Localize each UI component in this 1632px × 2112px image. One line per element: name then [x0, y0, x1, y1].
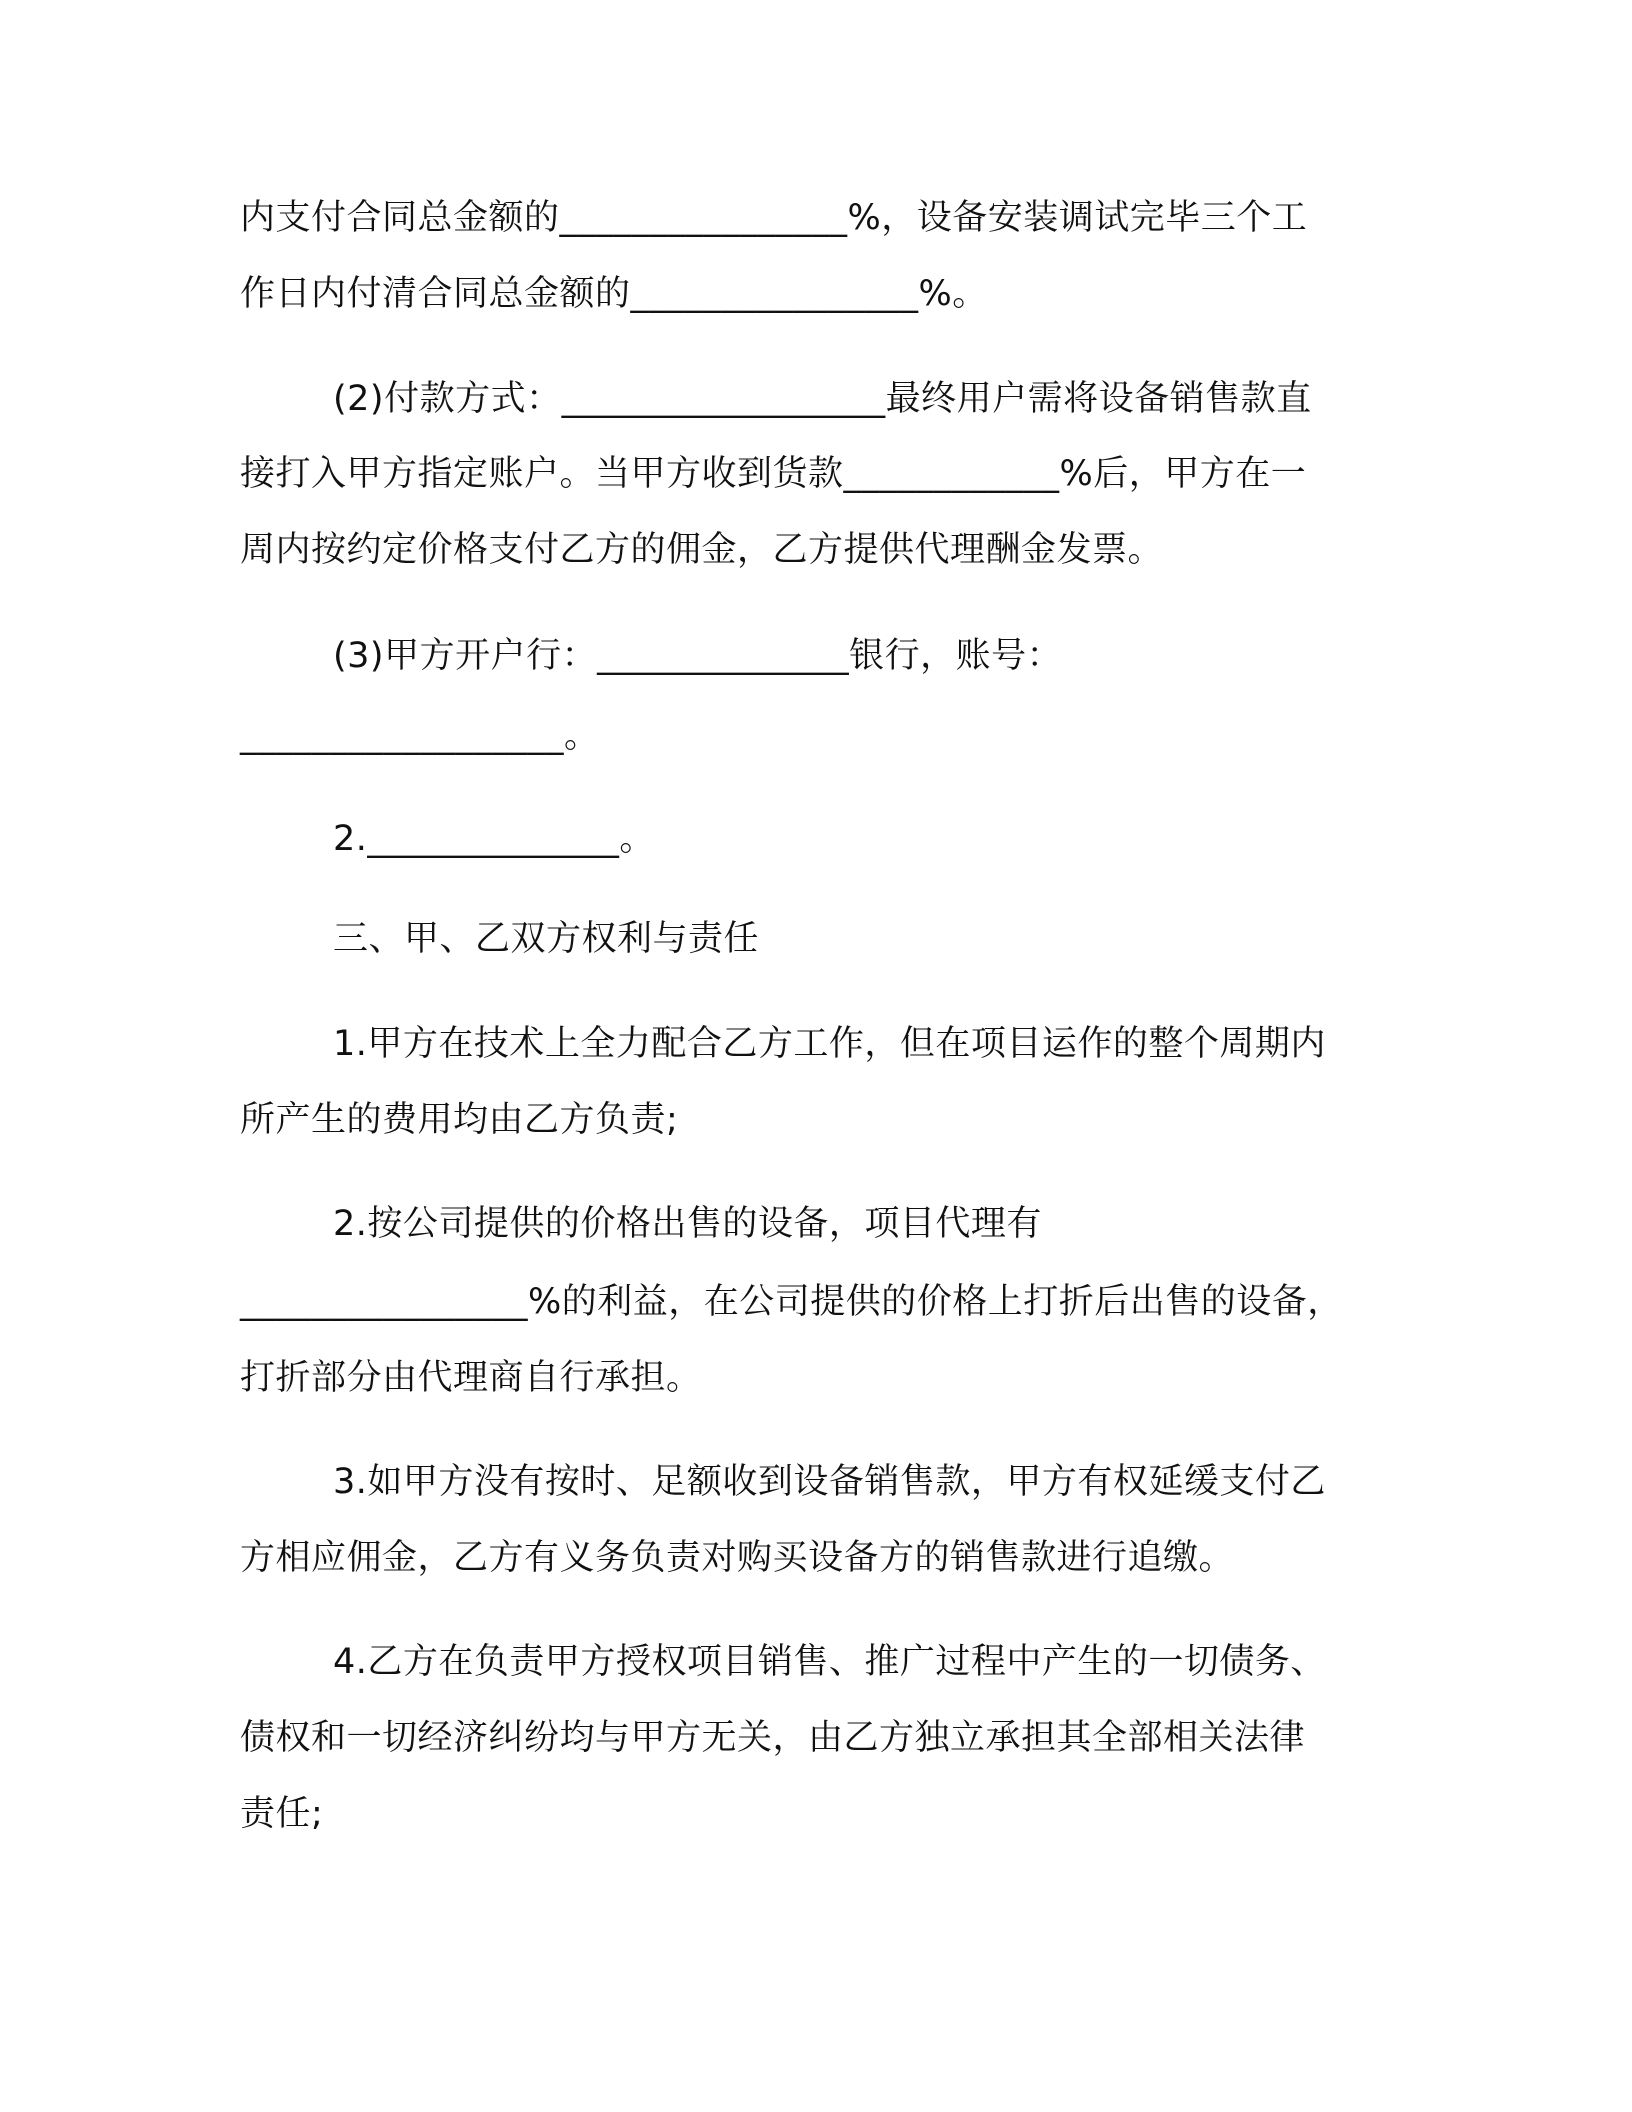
text-line: 责任; — [240, 1794, 324, 1834]
text-line: 2.按公司提供的价格出售的设备，项目代理有 — [333, 1204, 1042, 1244]
section-heading: 三、甲、乙双方权利与责任 — [333, 919, 760, 959]
text-line: 内支付合同总金额的________________%，设备安装调试完毕三个工 — [240, 198, 1308, 238]
text-line: 所产生的费用均由乙方负责; — [240, 1100, 679, 1140]
text-line: 债权和一切经济纠纷均与甲方无关，由乙方独立承担其全部相关法律 — [240, 1718, 1306, 1758]
text-line: ________________%的利益，在公司提供的价格上打折后出售的设备， — [240, 1282, 1343, 1322]
text-line: 3.如甲方没有按时、足额收到设备销售款，甲方有权延缓支付乙 — [333, 1462, 1326, 1502]
text-line: __________________。 — [240, 716, 600, 756]
text-line: 作日内付清合同总金额的________________%。 — [240, 274, 988, 314]
text-line: 2.______________。 — [333, 819, 655, 859]
text-line: (3)甲方开户行：______________银行，账号： — [333, 636, 1063, 676]
text-line: (2)付款方式：__________________最终用户需将设备销售款直 — [333, 379, 1312, 419]
text-line: 周内按约定价格支付乙方的佣金，乙方提供代理酬金发票。 — [240, 530, 1164, 570]
text-line: 1.甲方在技术上全力配合乙方工作，但在项目运作的整个周期内 — [333, 1024, 1326, 1064]
text-line: 方相应佣金，乙方有义务负责对购买设备方的销售款进行追缴。 — [240, 1538, 1235, 1578]
text-line: 接打入甲方指定账户。当甲方收到货款____________%后，甲方在一 — [240, 454, 1307, 494]
text-line: 打折部分由代理商自行承担。 — [240, 1358, 702, 1398]
text-line: 4.乙方在负责甲方授权项目销售、推广过程中产生的一切债务、 — [333, 1642, 1326, 1682]
